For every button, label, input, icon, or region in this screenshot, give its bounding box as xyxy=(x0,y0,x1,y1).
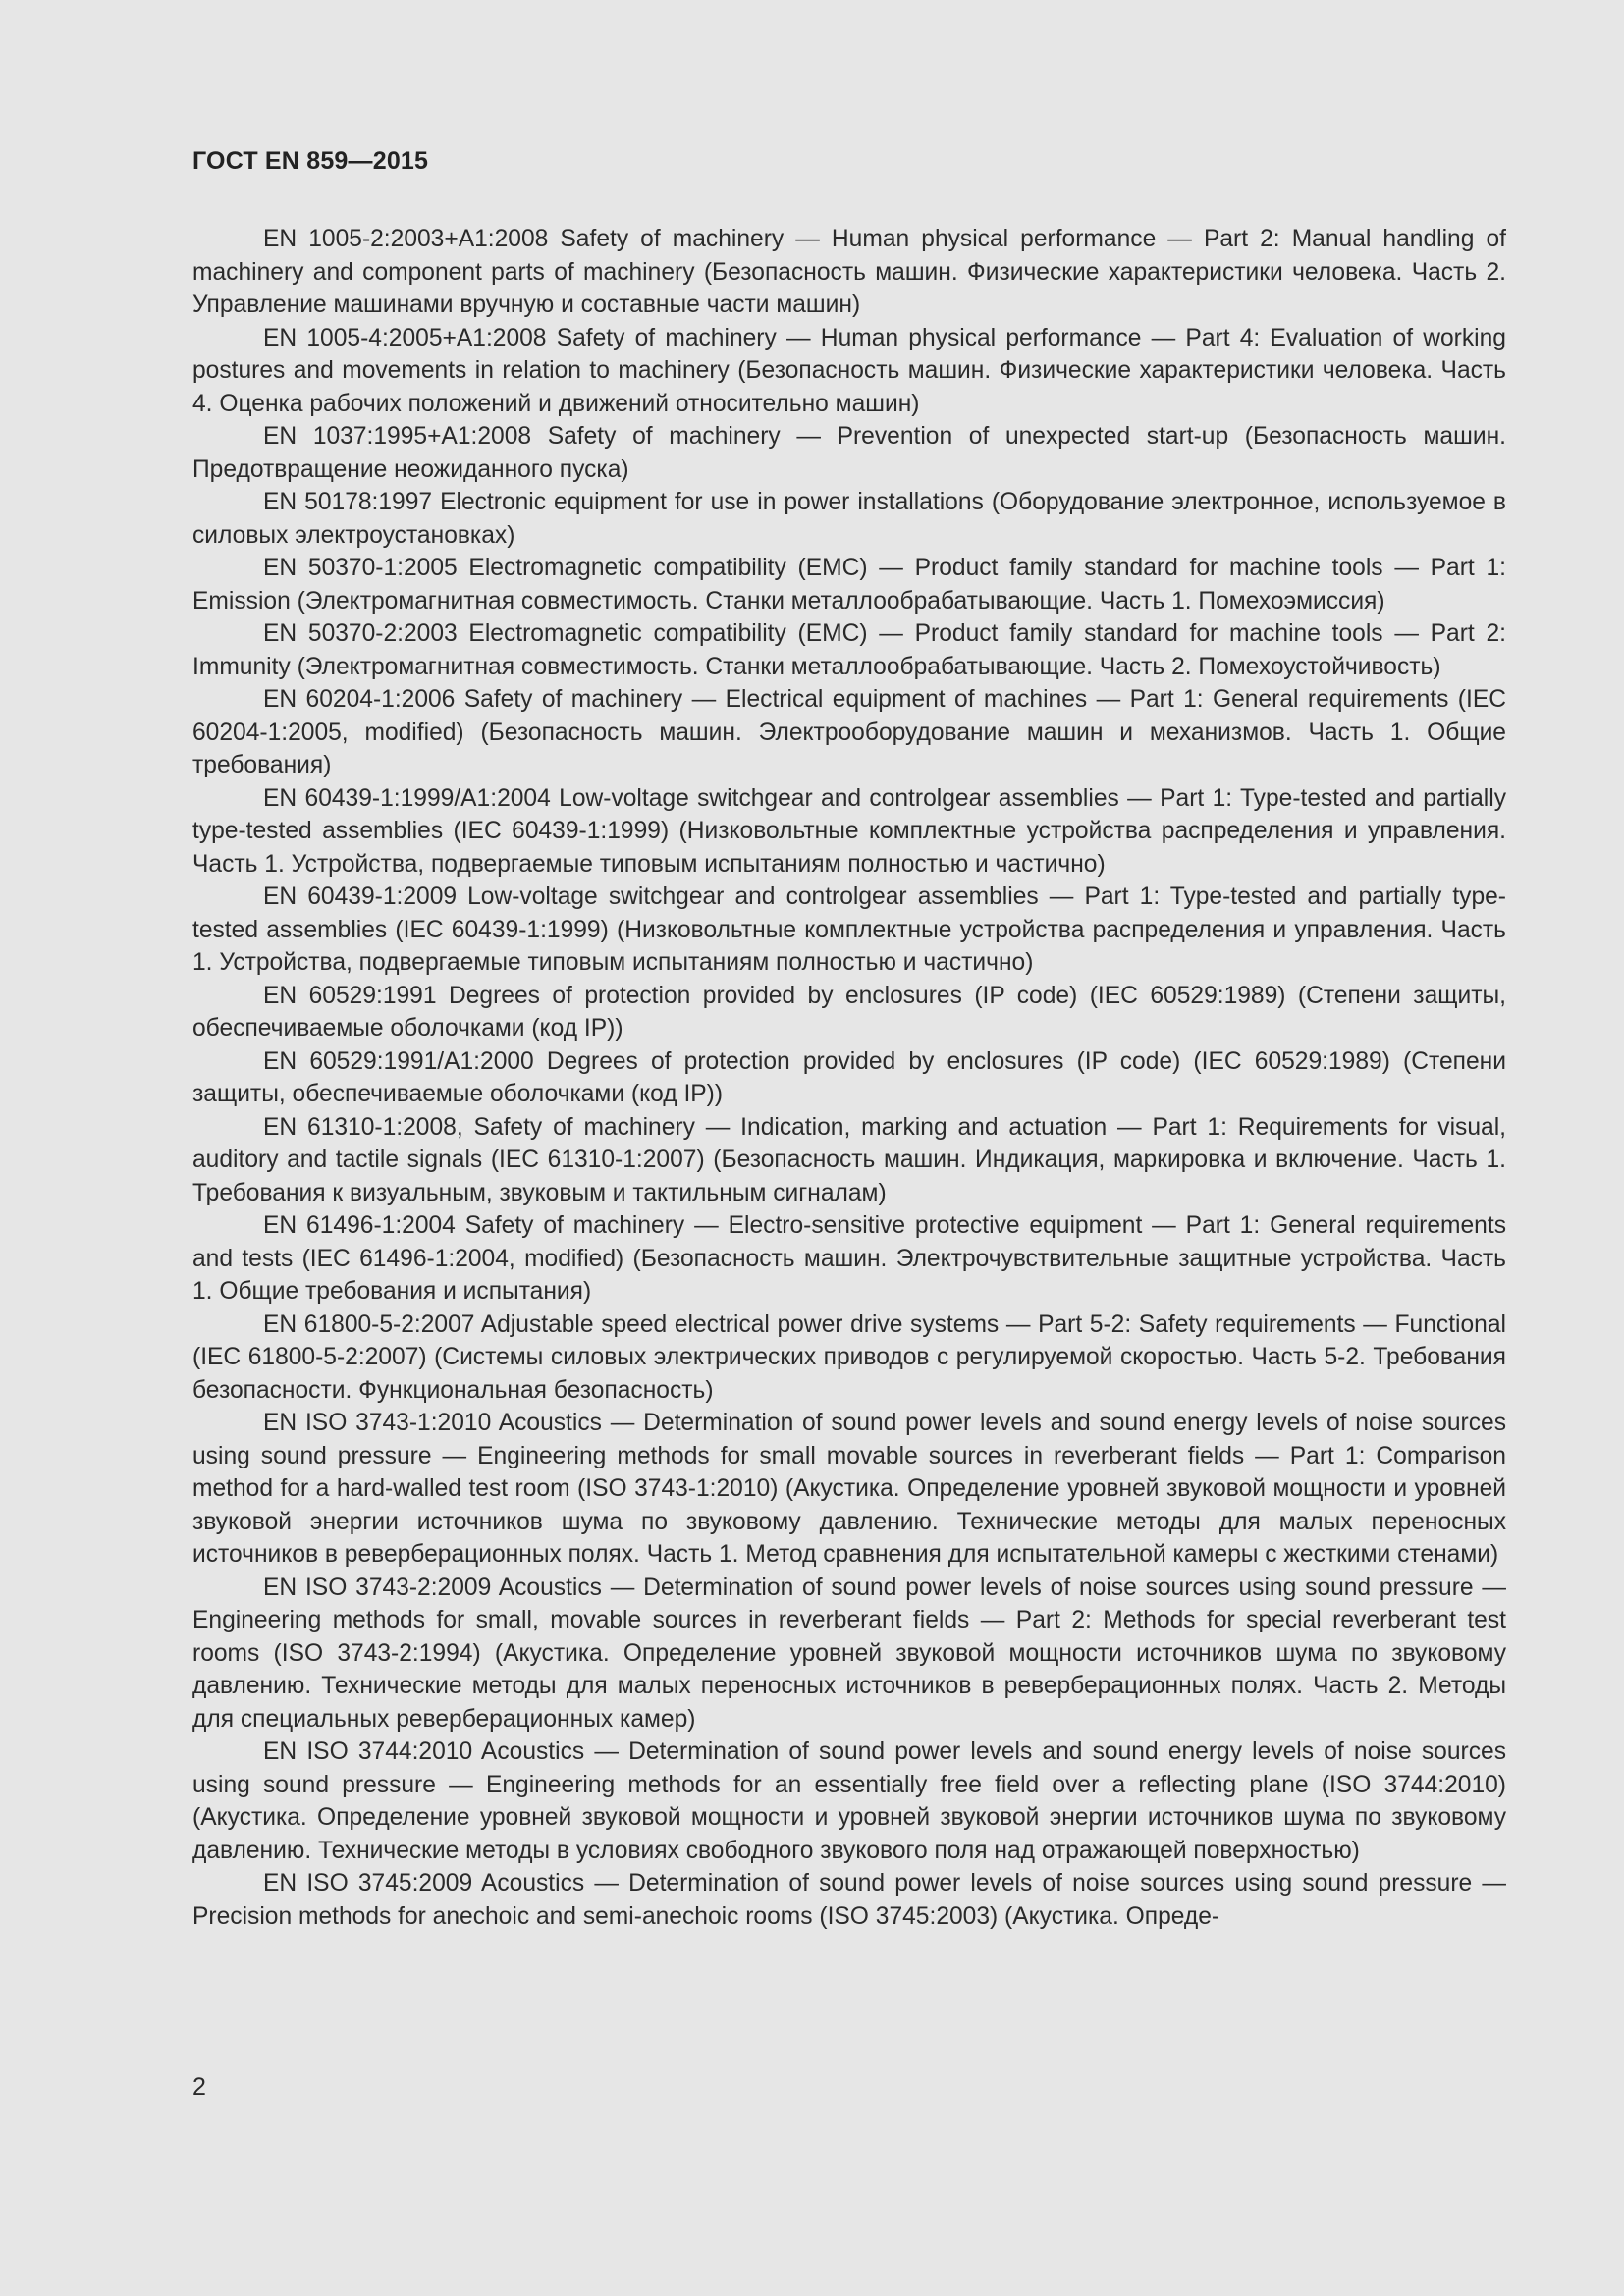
reference-item: EN 60204-1:2006 Safety of machinery — Electrical equipment of machines — Part 1: General requirements (IEC 60204-1:2005, modified) (Безопасность машин. Электрооборудование машин и механизмов. Часть 1. Общие требования) xyxy=(192,686,1506,778)
reference-item: EN 61800-5-2:2007 Adjustable speed electrical power drive systems — Part 5-2: Safety requirements — Functional (IEC 61800-5-2:2007) (Системы силовых электрических приводов с регулируемой скоростью. Часть 5-2. Требования безопасности. Функциональная безопасность) xyxy=(192,1310,1506,1404)
reference-item: EN 60439-1:1999/A1:2004 Low-voltage switchgear and controlgear assemblies — Part 1: Type-tested and partially type-tested assemblies (IEC 60439-1:1999) (Низковольтные комплектные устройства распределения и управления. Часть 1. Устройства, подвергаемые типовым испытаниям полностью и частично) xyxy=(192,784,1506,878)
reference-item: EN 60439-1:2009 Low-voltage switchgear and controlgear assemblies — Part 1: Type-tested and partially type-tested assemblies (IEC 60439-1:1999) (Низковольтные комплектные устройства распределения и управления. Часть 1. Устройства, подвергаемые типовым испытаниям полностью и частично) xyxy=(192,883,1506,976)
reference-item: EN 50370-1:2005 Electromagnetic compatibility (EMC) — Product family standard for machine tools — Part 1: Emission (Электромагнитная совместимость. Станки металлообрабатывающие. Часть 1. Помехоэмиссия) xyxy=(192,555,1506,614)
reference-item: EN 1005-4:2005+A1:2008 Safety of machinery — Human physical performance — Part 4: Evaluation of working postures and movements in relation to machinery (Безопасность машин. Физические характеристики человека. Часть 4. Оценка рабочих положений и движений относительно машин) xyxy=(192,324,1506,417)
reference-item: EN 60529:1991 Degrees of protection provided by enclosures (IP code) (IEC 60529:1989) (Степени защиты, обеспечиваемые оболочками (код IP)) xyxy=(192,982,1506,1041)
reference-item: EN 1005-2:2003+A1:2008 Safety of machinery — Human physical performance — Part 2: Manual handling of machinery and component parts of machinery (Безопасность машин. Физические характеристики человека. Часть 2. Управление машинами вручную и составные части машин) xyxy=(192,226,1506,318)
reference-item: EN 50370-2:2003 Electromagnetic compatibility (EMC) — Product family standard for machine tools — Part 2: Immunity (Электромагнитная совместимость. Станки металлообрабатывающие. Часть 2. Помехоустойчивость) xyxy=(192,620,1506,680)
reference-item: EN 61310-1:2008, Safety of machinery — Indication, marking and actuation — Part 1: Requirements for visual, auditory and tactile signals (IEC 61310-1:2007) (Безопасность машин. Индикация, маркировка и включение. Часть 1. Требования к визуальным, звуковым и тактильным сигналам) xyxy=(192,1113,1506,1206)
reference-item: EN ISO 3745:2009 Acoustics — Determination of sound power levels of noise sources using sound pressure — Precision methods for anechoic and semi-anechoic rooms (ISO 3745:2003) (Акустика. Опреде- xyxy=(192,1870,1506,1930)
page-number: 2 xyxy=(192,2073,206,2101)
reference-item: EN ISO 3743-1:2010 Acoustics — Determination of sound power levels and sound energy levels of noise sources using sound pressure — Engineering methods for small movable sources in reverberant fields — Part 1: Comparison method for a hard-walled test room (ISO 3743-1:2010) (Акустика. Определение уровней звуковой мощности и уровней звуковой энергии источников шума по звуковому давлению. Технические методы для малых переносных источников в реверберационных полях. Часть 1. Метод сравнения для испытательной камеры с жесткими стенами) xyxy=(192,1410,1506,1568)
reference-item: EN 50178:1997 Electronic equipment for use in power installations (Оборудование электронное, используемое в силовых электроустановках) xyxy=(192,489,1506,549)
reference-item: EN 60529:1991/A1:2000 Degrees of protection provided by enclosures (IP code) (IEC 60529:1989) (Степени защиты, обеспечиваемые оболочками (код IP)) xyxy=(192,1047,1506,1107)
document-header-id: ГОСТ EN 859—2015 xyxy=(192,147,429,175)
normative-references-list xyxy=(192,223,1506,1933)
reference-item: EN 61496-1:2004 Safety of machinery — Electro-sensitive protective equipment — Part 1: General requirements and tests (IEC 61496-1:2004, modified) (Безопасность машин. Электрочувствительные защитные устройства. Часть 1. Общие требования и испытания) xyxy=(192,1212,1506,1305)
reference-item: EN ISO 3743-2:2009 Acoustics — Determination of sound power levels of noise sources using sound pressure — Engineering methods for small, movable sources in reverberant fields — Part 2: Methods for special reverberant test rooms (ISO 3743-2:1994) (Акустика. Определение уровней звуковой мощности источников шума по звуковому давлению. Технические методы для малых переносных источников в реверберационных полях. Часть 2. Методы для специальных реверберационных камер) xyxy=(192,1574,1506,1733)
reference-item: EN ISO 3744:2010 Acoustics — Determination of sound power levels and sound energy levels of noise sources using sound pressure — Engineering methods for an essentially free field over a reflecting plane (ISO 3744:2010) (Акустика. Определение уровней звуковой мощности и уровней звуковой энергии источников шума по звуковому давлению. Технические методы в условиях свободного звукового поля над отражающей поверхностью) xyxy=(192,1738,1506,1864)
reference-item: EN 1037:1995+A1:2008 Safety of machinery — Prevention of unexpected start-up (Безопасность машин. Предотвращение неожиданного пуска) xyxy=(192,423,1506,483)
